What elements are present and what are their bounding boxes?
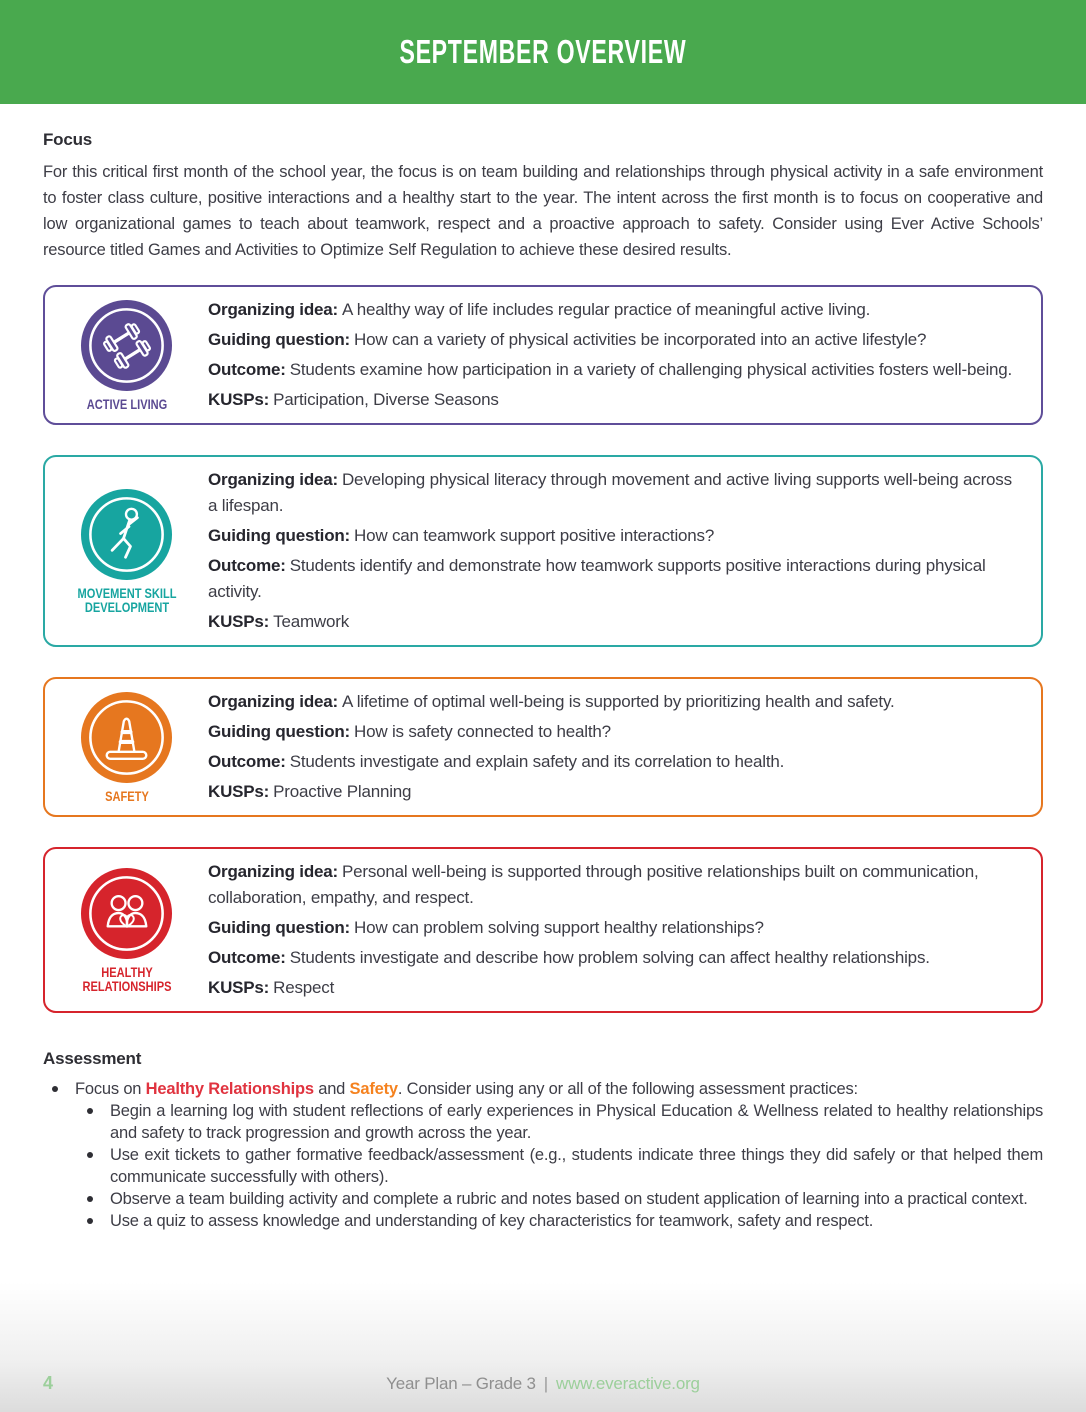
focus-paragraph: For this critical first month of the school year, the focus is on team building and relationships through physical activity in a safe environment to foster class culture, positive interactions and a healthy start to the year. The intent across the first month is to focus on cooperative and low organizational games to teach about teamwork, respect and a proactive approach to safety. Consider using Ever Active Schools’ resource titled Games and Activities to Optimize Self Regulation to achieve these desired results. — [43, 163, 1043, 259]
assessment-sub-bullet: Use a quiz to assess knowledge and understanding of key characteristics for teamwork, safety and respect. — [75, 1210, 1043, 1232]
card-row: Guiding question: How is safety connected to health? — [208, 722, 611, 741]
card-row: KUSPs: Respect — [208, 978, 335, 997]
page-footer — [0, 1282, 1086, 1412]
card-row: Organizing idea: A lifetime of optimal well-being is supported by prioritizing health and safety. — [208, 692, 895, 711]
traffic-cone-icon — [79, 690, 174, 785]
assessment-list — [43, 1078, 1043, 1232]
card-row: KUSPs: Proactive Planning — [208, 782, 412, 801]
card-category-label: MOVEMENT SKILL DEVELOPMENT — [76, 585, 177, 615]
moving-person-icon — [79, 487, 174, 582]
footer-website-link[interactable]: www.everactive.org — [556, 1374, 700, 1393]
assessment-heading: Assessment — [43, 1049, 142, 1068]
card-safety — [43, 677, 1043, 817]
card-movement-skill-development — [43, 455, 1043, 647]
card-active-living — [43, 285, 1043, 425]
card-rows — [208, 297, 1023, 413]
card-row: Outcome: Students investigate and describe how problem solving can affect healthy relationships. — [208, 948, 930, 967]
card-row: Organizing idea: A healthy way of life includes regular practice of meaningful active living. — [208, 300, 871, 319]
card-row: Organizing idea: Developing physical literacy through movement and active living supports well-being across a lifespan. — [208, 470, 1012, 515]
card-category-label: HEALTHY RELATIONSHIPS — [82, 964, 171, 994]
card-category-label: ACTIVE LIVING — [86, 396, 167, 412]
assessment-sub-bullet: Observe a team building activity and complete a rubric and notes based on student application of learning into a practical context. — [75, 1188, 1043, 1210]
assessment-bullet: Focus on Healthy Relationships and Safety. Consider using any or all of the following assessment practices: Begin a learning log with student reflections of early experiences in Physical Education & Wellness related to healthy relationships and safety to track progression and growth across the year. Use exit tickets to gather formative feedback/assessment (e.g., students indicate three things they did safely or that helped them communicate successfully with others). Observe a team building activity and complete a rubric and notes based on student application of learning into a practical context. Use a quiz to assess knowledge and understanding of key characteristics for teamwork, safety and respect. — [43, 1078, 1043, 1232]
page-content — [0, 130, 1086, 1232]
card-category-label: SAFETY — [104, 788, 149, 804]
assessment-sub-bullet: Begin a learning log with student reflections of early experiences in Physical Education & Wellness related to healthy relationships and safety to track progression and growth across the year. — [75, 1100, 1043, 1144]
page-banner — [0, 0, 1086, 104]
card-row: Guiding question: How can a variety of physical activities be incorporated into an active lifestyle? — [208, 330, 927, 349]
card-row: Guiding question: How can teamwork support positive interactions? — [208, 526, 715, 545]
dumbbell-icon — [79, 298, 174, 393]
card-row: Outcome: Students examine how participation in a variety of challenging physical activities fosters well-being. — [208, 360, 1013, 379]
card-row: Outcome: Students investigate and explain safety and its correlation to health. — [208, 752, 785, 771]
footer-doc-title: Year Plan – Grade 3 — [386, 1374, 536, 1393]
card-row: KUSPs: Teamwork — [208, 612, 350, 631]
people-heart-icon — [79, 866, 174, 961]
assessment-sub-list — [75, 1100, 1043, 1232]
card-row: Organizing idea: Personal well-being is supported through positive relationships built on communication, collaboration, empathy, and respect. — [208, 862, 979, 907]
card-rows — [208, 689, 1023, 805]
card-icon-column — [45, 690, 208, 805]
healthy-relationships-highlight: Healthy Relationships — [145, 1080, 314, 1098]
card-icon-column — [45, 866, 208, 995]
card-row: Guiding question: How can problem solving support healthy relationships? — [208, 918, 764, 937]
page-number: 4 — [43, 1373, 54, 1393]
footer-text — [0, 1374, 1086, 1394]
card-row: KUSPs: Participation, Diverse Seasons — [208, 390, 499, 409]
card-icon-column — [45, 298, 208, 413]
card-rows — [208, 467, 1023, 635]
focus-heading: Focus — [43, 130, 93, 149]
card-rows — [208, 859, 1023, 1001]
safety-highlight: Safety — [349, 1080, 398, 1098]
page-title: SEPTEMBER OVERVIEW — [399, 33, 687, 70]
card-healthy-relationships — [43, 847, 1043, 1013]
footer-separator: | — [543, 1374, 549, 1393]
card-row: Outcome: Students identify and demonstrate how teamwork supports positive interactions during physical activity. — [208, 556, 986, 601]
card-icon-column — [45, 487, 208, 616]
assessment-sub-bullet: Use exit tickets to gather formative feedback/assessment (e.g., students indicate three things they did safely or that helped them communicate successfully with others). — [75, 1144, 1043, 1188]
